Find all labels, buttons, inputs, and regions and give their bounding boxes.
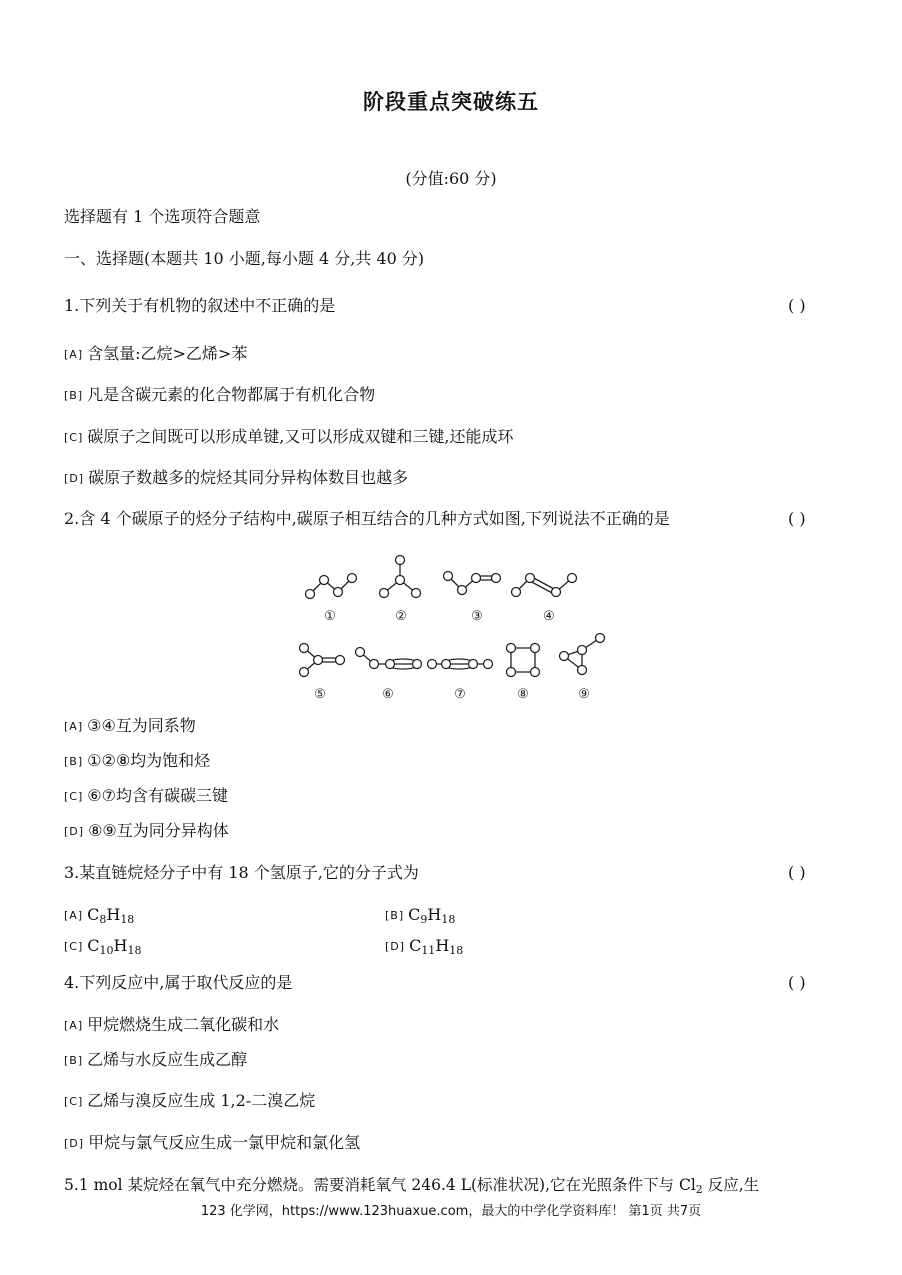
figure-label-9: ⑨ [578, 687, 590, 702]
question-1-stem: 1.下列关于有机物的叙述中不正确的是 [64, 296, 336, 315]
option-label: [B] [64, 755, 84, 768]
figure-label-4: ④ [543, 609, 555, 624]
option-text: ③④互为同系物 [87, 716, 196, 735]
question-2-option-b [64, 751, 210, 772]
formula-h-count: 18 [127, 944, 142, 957]
question-1-option-b [64, 385, 375, 406]
formula-c: C [408, 905, 421, 924]
formula-h: H [435, 936, 450, 955]
option-text: 甲烷与氯气反应生成一氯甲烷和氯化氢 [88, 1133, 361, 1152]
page-footer: 123 化学网，https://www.123huaxue.com，最大的中学化学资料库！ 第1页 共7页 [200, 1204, 702, 1219]
option-label: [A] [64, 720, 84, 733]
formula-h-count: 18 [449, 944, 464, 957]
formula-c-count: 10 [99, 944, 114, 957]
option-label: [A] [64, 348, 84, 361]
instruction: 选择题有 1 个选项符合题意 [64, 207, 261, 226]
option-label: [A] [64, 1019, 84, 1032]
option-text: 凡是含碳元素的化合物都属于有机化合物 [87, 385, 376, 404]
question-3-answer-paren: ( ) [788, 863, 806, 882]
option-label: [D] [385, 940, 406, 953]
formula-h: H [106, 905, 121, 924]
structure-6 [356, 648, 422, 703]
question-2-answer-paren: ( ) [788, 509, 806, 528]
formula-c-count: 11 [421, 944, 436, 957]
formula-c: C [87, 905, 100, 924]
formula-c: C [409, 936, 422, 955]
structure-5 [300, 644, 345, 703]
option-text: ①②⑧均为饱和烃 [87, 751, 211, 770]
option-label: [C] [64, 431, 84, 444]
question-2-option-d [64, 821, 229, 842]
option-text: 乙烯与水反应生成乙醇 [87, 1050, 248, 1069]
question-5-subscript: 2 [695, 1183, 703, 1196]
question-3-option-b [385, 905, 455, 926]
section-heading: 一、选择题(本题共 10 小题,每小题 4 分,共 40 分) [64, 249, 425, 268]
formula-c-count: 8 [99, 913, 107, 926]
question-5-stem-text: 5.1 mol 某烷烃在氧气中充分燃烧。需要消耗氧气 246.4 L(标准状况),它在光照条件下与 Cl [64, 1176, 696, 1194]
question-3-option-a [64, 905, 134, 926]
question-4-stem: 4.下列反应中,属于取代反应的是 [64, 973, 293, 992]
formula-c-count: 9 [420, 913, 428, 926]
figure-label-2: ② [395, 609, 407, 624]
question-1-answer-paren: ( ) [788, 296, 806, 315]
figure-label-3: ③ [471, 609, 483, 624]
figure-label-1: ① [324, 609, 336, 624]
option-text: 乙烯与溴反应生成 1,2-二溴乙烷 [87, 1091, 316, 1110]
formula-h: H [113, 936, 128, 955]
question-2-option-a [64, 716, 196, 737]
page-title: 阶段重点突破练五 [363, 89, 539, 114]
option-text: 碳原子之间既可以形成单键,又可以形成双键和三键,还能成环 [87, 427, 514, 446]
structure-3 [444, 572, 501, 625]
question-4-option-a [64, 1015, 279, 1036]
option-text: 甲烷燃烧生成二氧化碳和水 [87, 1015, 280, 1034]
option-text: 含氢量:乙烷>乙烯>苯 [87, 344, 248, 363]
score-note: (分值:60 分) [405, 169, 497, 188]
option-label: [C] [64, 940, 84, 953]
option-label: [D] [64, 1137, 85, 1150]
structure-9 [560, 634, 605, 703]
structure-4 [512, 574, 577, 625]
figure-label-5: ⑤ [314, 687, 326, 702]
formula-c: C [87, 936, 100, 955]
formula-h: H [427, 905, 442, 924]
structure-7 [428, 659, 493, 702]
option-label: [D] [64, 472, 85, 485]
option-label: [C] [64, 790, 84, 803]
figure-label-7: ⑦ [454, 687, 466, 702]
structure-1 [306, 574, 357, 625]
question-2-stem: 2.含 4 个碳原子的烃分子结构中,碳原子相互结合的几种方式如图,下列说法不正确的是 [64, 509, 670, 528]
option-label: [B] [64, 1054, 84, 1067]
figure-label-8: ⑧ [517, 687, 529, 702]
question-4-option-c [64, 1091, 315, 1112]
formula-h-count: 18 [441, 913, 456, 926]
option-label: [B] [385, 909, 405, 922]
option-text: ⑧⑨互为同分异构体 [88, 821, 229, 840]
question-1-option-d [64, 468, 408, 489]
question-5-stem-tail: 反应,生 [702, 1176, 760, 1194]
structure-8 [507, 644, 540, 703]
question-2-option-c [64, 786, 228, 807]
question-4-answer-paren: ( ) [788, 973, 806, 992]
option-label: [C] [64, 1095, 84, 1108]
figure-label-6: ⑥ [382, 687, 394, 702]
question-3-option-c [64, 936, 141, 957]
option-label: [A] [64, 909, 84, 922]
option-text: 碳原子数越多的烷烃其同分异构体数目也越多 [88, 468, 409, 487]
carbon-skeleton-figure [290, 548, 620, 708]
option-label: [B] [64, 389, 84, 402]
question-5-stem [64, 1175, 759, 1195]
option-label: [D] [64, 825, 85, 838]
question-4-option-d [64, 1133, 360, 1154]
question-4-option-b [64, 1050, 247, 1071]
option-text: ⑥⑦均含有碳碳三键 [87, 786, 228, 805]
question-1-option-a [64, 344, 247, 365]
question-1-option-c [64, 427, 513, 448]
structure-2 [380, 556, 421, 625]
formula-h-count: 18 [120, 913, 135, 926]
question-3-option-d [385, 936, 463, 957]
question-3-stem: 3.某直链烷烃分子中有 18 个氢原子,它的分子式为 [64, 863, 419, 882]
